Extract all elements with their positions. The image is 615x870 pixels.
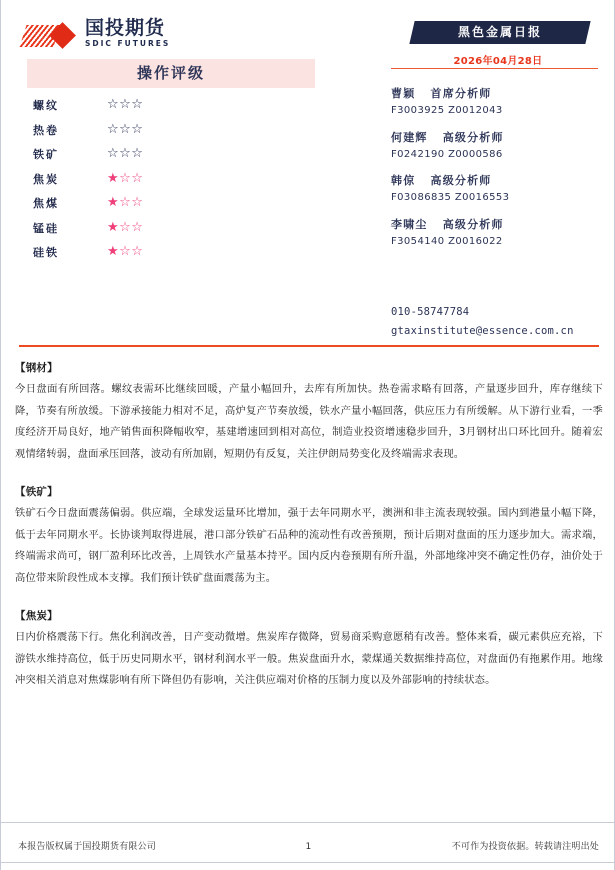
rating-item-name: 焦煤 <box>33 197 59 211</box>
logo-mark-icon <box>23 23 85 49</box>
analyst-entry <box>391 173 606 207</box>
analyst-title: 高级分析师 <box>442 217 504 231</box>
analyst-list <box>391 86 606 260</box>
report-title-banner <box>409 21 590 44</box>
rating-stars: ★☆☆ <box>107 244 144 260</box>
rating-row <box>27 167 317 192</box>
rating-item-name: 螺纹 <box>33 99 59 113</box>
rating-row <box>27 93 317 118</box>
footer-copyright-text: 本报告版权属于国投期货有限公司 <box>18 842 157 852</box>
rating-item-name: 焦炭 <box>33 172 59 186</box>
rating-item-name: 锰硅 <box>33 221 59 235</box>
contact-block <box>391 303 611 341</box>
rating-stars: ★☆☆ <box>107 170 144 186</box>
rating-panel-title-text: 操作评级 <box>136 64 205 82</box>
analyst-license: F3003925 Z0012043 <box>391 105 503 116</box>
report-header <box>1 0 615 345</box>
section-iron-ore <box>15 482 603 589</box>
analyst-name: 韩倞 <box>391 174 416 187</box>
rating-stars: ★☆☆ <box>107 219 144 235</box>
rating-list <box>27 93 317 265</box>
analyst-name: 李啸尘 <box>391 217 428 231</box>
logo-text <box>85 17 203 48</box>
rating-panel-title <box>27 59 315 88</box>
footer-disclaimer <box>366 836 615 854</box>
analyst-license: F3054140 Z0016022 <box>391 235 503 247</box>
analyst-name: 何建辉 <box>391 130 428 144</box>
rating-stars: ☆☆☆ <box>107 97 144 113</box>
footer-top-divider <box>1 822 615 823</box>
rating-row <box>27 142 317 167</box>
company-name-en: SDIC FUTURES <box>85 39 171 48</box>
report-title-text: 黑色金属日报 <box>457 25 542 39</box>
section-paragraph: 日内价格震荡下行。焦化利润改善，日产变动微增。焦炭库存微降，贸易商采购意愿稍有改善。整体来看，碳元素供应充裕，下游铁水维持高位，低于历史同期水平，钢材利润水平一般。焦炭盘面升水，蒙煤通关数据维持高位，对盘面仍有拖累作用。地缘冲突相关消息对焦煤影响有所下降但仍有影响，关注供应端对价格的压制力度以及外部影响的持续状态。 <box>15 631 603 686</box>
analyst-name-title <box>391 86 606 102</box>
section-paragraph: 今日盘面有所回落。螺纹表需环比继续回暖，产量小幅回升，去库有所加快。热卷需求略有回落，产量逐步回升，库存继续下降，节奏有所放缓。下游承接能力相对不足，高炉复产节奏放缓，铁水产量小幅回落，供应压力有所缓解。从下游行业看，一季度经济开局良好，地产销售面积降幅收窄，基建增速回到相对高位，制造业投资增速稳步回升，3月钢材出口环比回升。随着宏观情绪转弱，盘面承压回落，波动有所加剧，短期仍有反复，关注伊朗局势变化及终端需求表现。 <box>15 383 603 460</box>
company-logo <box>23 17 203 57</box>
section-coke <box>15 606 603 692</box>
company-name-cn: 国投期货 <box>85 17 166 39</box>
analyst-license: F03086835 Z0016553 <box>391 192 510 203</box>
contact-email[interactable]: gtaxinstitute@essence.com.cn <box>391 325 574 337</box>
section-steel <box>15 358 603 465</box>
footer-copyright <box>1 836 251 854</box>
section-heading: 【钢材】 <box>15 362 58 374</box>
rating-item-name: 热卷 <box>33 123 59 137</box>
report-body <box>15 358 603 709</box>
analyst-name-title <box>391 217 606 233</box>
rating-row <box>27 216 317 241</box>
analyst-name-title <box>391 130 606 146</box>
section-heading: 【焦炭】 <box>15 610 58 622</box>
footer-disclaimer-text: 不可作为投资依据。转载请注明出处 <box>451 842 599 852</box>
rating-item-name: 铁矿 <box>33 148 59 162</box>
contact-phone[interactable]: 010-58747784 <box>391 306 470 318</box>
footer-page-number-text: 1 <box>305 842 312 852</box>
section-heading: 【铁矿】 <box>15 486 58 498</box>
rating-stars: ☆☆☆ <box>107 146 144 162</box>
analyst-name-title <box>391 173 606 189</box>
analyst-name: 曹颖 <box>391 87 416 100</box>
rating-stars: ★☆☆ <box>107 195 144 211</box>
footer-bottom-divider <box>1 862 615 863</box>
analyst-entry <box>391 217 606 251</box>
rating-stars: ☆☆☆ <box>107 121 144 137</box>
analyst-title: 首席分析师 <box>430 87 492 100</box>
analyst-license: F0242190 Z0000586 <box>391 148 503 160</box>
analyst-entry <box>391 130 606 164</box>
page-footer <box>1 832 615 858</box>
analyst-title: 高级分析师 <box>442 130 504 144</box>
rating-item-name: 硅铁 <box>33 246 59 260</box>
rating-row <box>27 240 317 265</box>
report-date: 2026年04月28日 <box>453 56 543 67</box>
section-paragraph: 铁矿石今日盘面震荡偏弱。供应端，全球发运量环比增加，强于去年同期水平，澳洲和非主流表现较强。国内到港量小幅下降，低于去年同期水平。长协谈判取得进展，港口部分铁矿石品种的流动性有改善预期，预计后期对盘面的压力逐步加大。需求端，终端需求尚可，钢厂盈利环比改善，上周铁水产量基本持平。国内反内卷预期有所升温，外部地缘冲突不确定性仍存，油价处于高位带来阶段性成本支撑。我们预计铁矿盘面震荡为主。 <box>15 507 603 584</box>
analyst-entry <box>391 86 606 120</box>
date-divider <box>391 68 598 69</box>
header-body-divider <box>19 345 599 347</box>
analyst-title: 高级分析师 <box>430 174 492 187</box>
rating-row <box>27 191 317 216</box>
rating-row <box>27 118 317 143</box>
footer-page-number <box>251 836 366 854</box>
